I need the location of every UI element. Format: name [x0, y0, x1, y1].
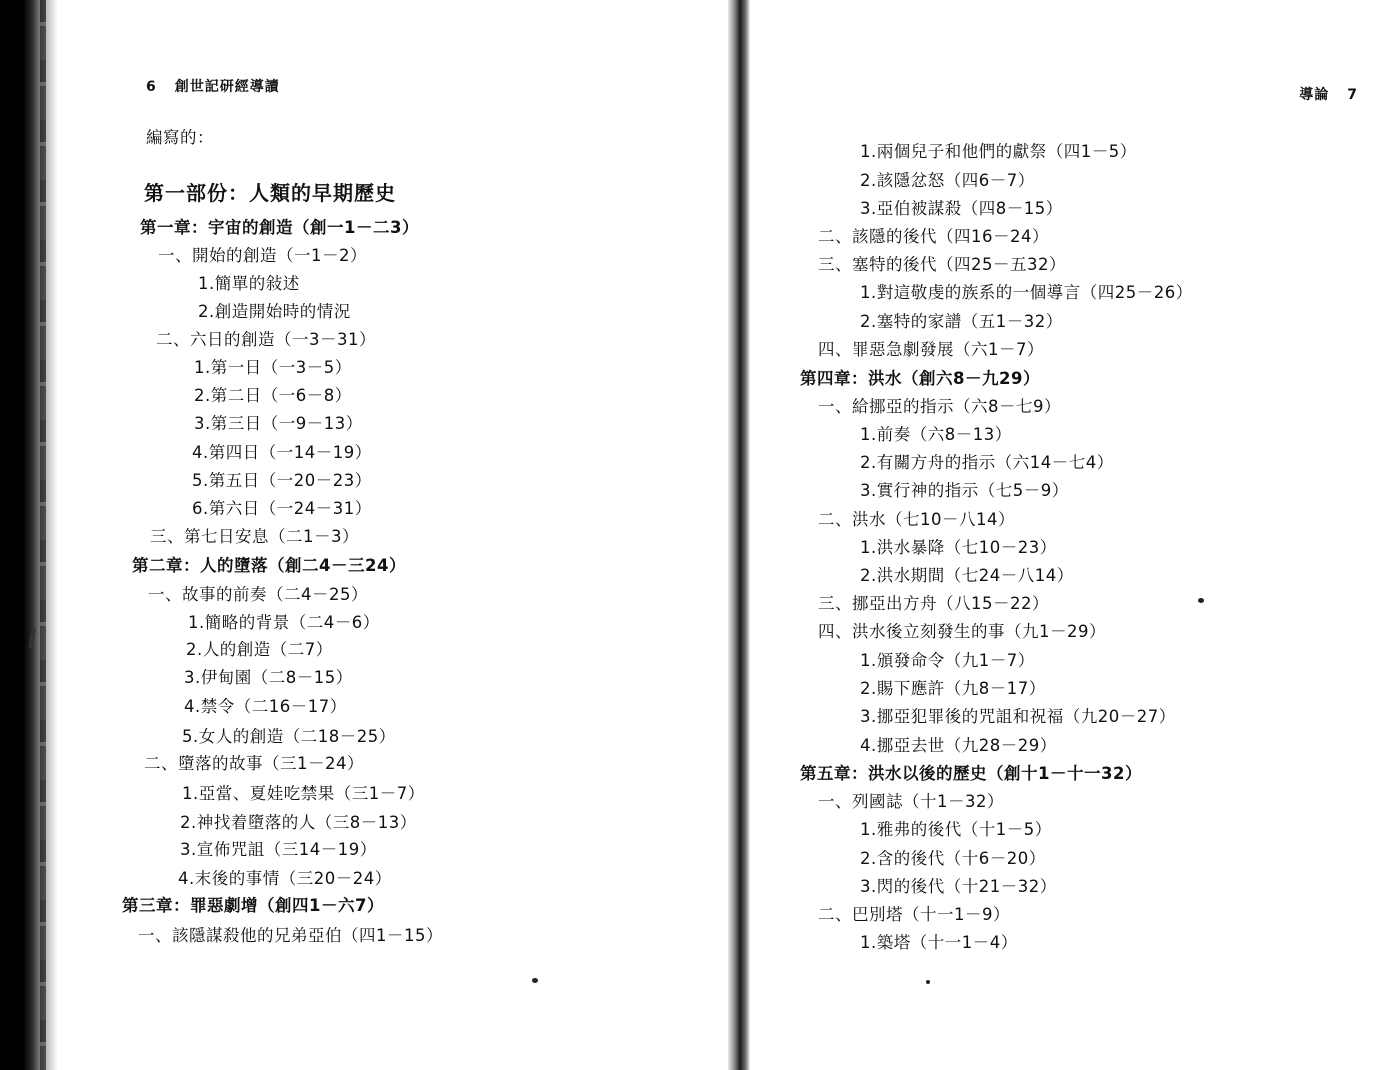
scan-speck	[1198, 598, 1204, 603]
outline-item: 4.禁令（二16－17）	[184, 697, 347, 716]
part-heading: 第一部份：人類的早期歷史	[144, 181, 396, 205]
outline-section: 一、列國誌（十1－32）	[818, 792, 1004, 811]
book-gutter	[728, 0, 750, 1070]
outline-item: 2.洪水期間（七24－八14）	[860, 566, 1074, 585]
outline-item: 2.人的創造（二7）	[186, 640, 333, 659]
outline-item: 1.第一日（一3－5）	[194, 358, 352, 377]
chapter-heading: 第二章：人的墮落（創二4－三24）	[132, 556, 406, 575]
outline-section: 一、給挪亞的指示（六8－七9）	[818, 397, 1061, 416]
outline-item: 5.女人的創造（二18－25）	[182, 727, 396, 746]
outline-section: 一、開始的創造（一1－2）	[158, 246, 367, 265]
chapter-heading: 第三章：罪惡劇增（創四1－六7）	[122, 896, 384, 915]
outline-section: 四、罪惡急劇發展（六1－7）	[818, 340, 1044, 359]
outline-section: 一、故事的前奏（二4－25）	[148, 585, 368, 604]
outline-section: 二、六日的創造（一3－31）	[156, 330, 376, 349]
running-title: 創世記研經導讀	[174, 79, 280, 95]
scan-edge-shadow	[0, 0, 58, 1070]
outline-section: 二、墮落的故事（三1－24）	[144, 754, 364, 773]
left-page	[60, 0, 728, 1070]
outline-item: 1.雅弗的後代（十1－5）	[860, 820, 1052, 839]
outline-item: 2.該隱忿怒（四6－7）	[860, 171, 1035, 190]
outline-section: 二、該隱的後代（四16－24）	[818, 227, 1049, 246]
outline-item: 2.有關方舟的指示（六14－七4）	[860, 453, 1114, 472]
outline-section: 三、第七日安息（二1－3）	[150, 527, 359, 546]
outline-item: 1.前奏（六8－13）	[860, 425, 1012, 444]
page-number: 7	[1347, 87, 1358, 103]
outline-item: 3.挪亞犯罪後的咒詛和祝福（九20－27）	[860, 707, 1176, 726]
outline-item: 3.閃的後代（十21－32）	[860, 877, 1057, 896]
outline-item: 4.末後的事情（三20－24）	[178, 869, 392, 888]
page-number: 6	[146, 79, 157, 95]
outline-section: 二、洪水（七10－八14）	[818, 510, 1015, 529]
left-page-header	[146, 76, 280, 96]
outline-section: 二、巴別塔（十一1－9）	[818, 905, 1010, 924]
chapter-heading: 第五章：洪水以後的歷史（創十1－十一32）	[800, 764, 1142, 783]
outline-item: 2.創造開始時的情況	[198, 302, 351, 321]
outline-item: 1.築塔（十一1－4）	[860, 933, 1018, 952]
outline-section: 三、塞特的後代（四25－五32）	[818, 255, 1066, 274]
outline-item: 2.第二日（一6－8）	[194, 386, 352, 405]
right-page	[750, 0, 1400, 1070]
scan-speck	[926, 980, 930, 984]
outline-item: 1.簡單的敍述	[198, 274, 300, 293]
outline-item: 1.兩個兒子和他們的獻祭（四1－5）	[860, 142, 1137, 161]
outline-item: 6.第六日（一24－31）	[192, 499, 372, 518]
outline-item: 1.簡略的背景（二4－6）	[188, 613, 380, 632]
outline-item: 1.對這敬虔的族系的一個導言（四25－26）	[860, 283, 1193, 302]
chapter-heading: 第四章：洪水（創六8－九29）	[800, 369, 1040, 388]
outline-section: 四、洪水後立刻發生的事（九1－29）	[818, 622, 1106, 641]
outline-item: 5.第五日（一20－23）	[192, 471, 372, 490]
outline-item: 1.頒發命令（九1－7）	[860, 651, 1035, 670]
outline-item: 2.塞特的家譜（五1－32）	[860, 312, 1063, 331]
outline-item: 4.第四日（一14－19）	[192, 443, 372, 462]
outline-item: 3.伊甸園（二8－15）	[184, 668, 353, 687]
outline-item: 3.亞伯被謀殺（四8－15）	[860, 199, 1063, 218]
outline-item: 4.挪亞去世（九28－29）	[860, 736, 1057, 755]
outline-item: 1.亞當、夏娃吃禁果（三1－7）	[182, 784, 425, 803]
scan-speck	[532, 978, 538, 983]
outline-item: 3.第三日（一9－13）	[194, 414, 363, 433]
right-page-header	[1299, 84, 1358, 104]
outline-item: 2.含的後代（十6－20）	[860, 849, 1046, 868]
outline-section: 三、挪亞出方舟（八15－22）	[818, 594, 1049, 613]
running-title: 導論	[1299, 87, 1330, 103]
chapter-heading: 第一章：宇宙的創造（創一1－二3）	[140, 218, 419, 237]
outline-section: 一、該隱謀殺他的兄弟亞伯（四1－15）	[138, 926, 443, 945]
outline-item: 2.賜下應許（九8－17）	[860, 679, 1046, 698]
outline-item: 2.神找着墮落的人（三8－13）	[180, 813, 417, 832]
intro-text: 編寫的：	[146, 128, 214, 147]
outline-item: 3.實行神的指示（七5－9）	[860, 481, 1069, 500]
outline-item: 3.宣佈咒詛（三14－19）	[180, 840, 377, 859]
outline-item: 1.洪水暴降（七10－23）	[860, 538, 1057, 557]
